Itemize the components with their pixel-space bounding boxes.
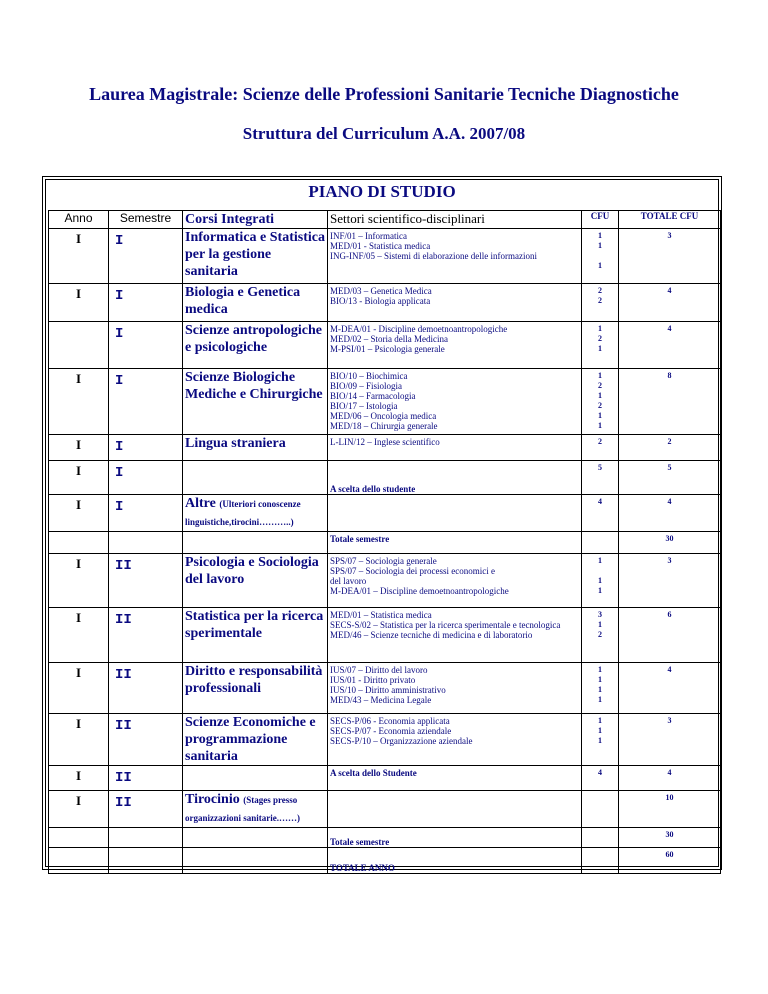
corso-note: (Stages presso organizzazioni sanitarie.……): [185, 795, 300, 823]
semestre-cell: II: [109, 663, 183, 714]
totale-cfu-cell: 30: [619, 532, 721, 554]
corso-name: Lingua straniera: [185, 436, 286, 451]
semestre-cell: I: [109, 435, 183, 461]
totale-cfu-cell: 3: [619, 714, 721, 766]
table-row: [49, 495, 721, 532]
document-title: Laurea Magistrale: Scienze delle Professioni Sanitarie Tecniche Diagnostiche: [89, 84, 679, 104]
corso-name: Altre: [185, 496, 216, 511]
anno-cell: [49, 532, 109, 554]
settori-text: Totale semestre: [330, 837, 390, 847]
totale-cfu-cell: 2: [619, 435, 721, 461]
settori-cell: [328, 828, 582, 848]
settori-cell: [328, 229, 582, 284]
corso-cell: [183, 714, 328, 766]
anno-cell: I: [49, 608, 109, 663]
totale-cfu-cell: 5: [619, 461, 721, 495]
cfu-cell: 1 2 1 2 1 1: [582, 369, 619, 435]
header-semestre: Semestre: [109, 211, 183, 229]
cfu-cell: 3 1 2: [582, 608, 619, 663]
corso-name: Statistica per la ricerca sperimentale: [185, 609, 324, 641]
header-cfu: CFU: [582, 211, 619, 229]
totale-cfu-cell: 30: [619, 828, 721, 848]
cfu-cell: [582, 848, 619, 874]
settori-cell: [328, 714, 582, 766]
cfu-cell: 2: [582, 435, 619, 461]
table-row: [49, 791, 721, 828]
corso-cell: [183, 532, 328, 554]
semestre-cell: I: [109, 461, 183, 495]
header-corsi: Corsi Integrati: [183, 211, 328, 229]
curriculum-table: [48, 210, 721, 874]
settori-cell: [328, 532, 582, 554]
corso-name: Scienze Biologiche Mediche e Chirurgiche: [185, 370, 323, 402]
cfu-cell: [582, 532, 619, 554]
settori-text: MED/03 – Genetica Medica BIO/13 - Biologia applicata: [330, 286, 432, 306]
anno-cell: I: [49, 369, 109, 435]
settori-text: SPS/07 – Sociologia generale SPS/07 – Sociologia dei processi economici e del lavoro M-DEA/01 – Discipline demoetnoantropologiche: [330, 556, 509, 596]
settori-text: INF/01 – Informatica MED/01 - Statistica medica ING-INF/05 – Sistemi di elaborazione delle informazioni: [330, 231, 537, 261]
semestre-cell: I: [109, 495, 183, 532]
cfu-cell: 1 1 1: [582, 229, 619, 284]
semestre-cell: [109, 848, 183, 874]
corso-cell: [183, 828, 328, 848]
settori-text: SECS-P/06 - Economia applicata SECS-P/07 - Economia aziendale SECS-P/10 – Organizzazione aziendale: [330, 716, 473, 746]
corso-cell: [183, 608, 328, 663]
header-row: [49, 211, 721, 229]
corso-cell: [183, 766, 328, 791]
table-row: [49, 663, 721, 714]
settori-text: A scelta dello studente: [330, 484, 416, 494]
anno-cell: I: [49, 714, 109, 766]
settori-cell: [328, 663, 582, 714]
settori-text: TOTALE ANNO: [330, 863, 395, 873]
corso-cell: [183, 322, 328, 369]
anno-cell: I: [49, 284, 109, 322]
table-row: [49, 714, 721, 766]
corso-cell: [183, 461, 328, 495]
corso-name: Informatica e Statistica per la gestione sanitaria: [185, 230, 325, 279]
settori-cell: [328, 554, 582, 608]
anno-cell: I: [49, 495, 109, 532]
table-row: [49, 229, 721, 284]
table-row: [49, 322, 721, 369]
cfu-cell: 5: [582, 461, 619, 495]
corso-cell: [183, 435, 328, 461]
table-row: [49, 435, 721, 461]
table-row: [49, 554, 721, 608]
anno-cell: I: [49, 791, 109, 828]
anno-cell: I: [49, 229, 109, 284]
anno-cell: [49, 828, 109, 848]
table-row: [49, 766, 721, 791]
totale-cfu-cell: 4: [619, 322, 721, 369]
header-totale-cfu: TOTALE CFU: [619, 211, 721, 229]
anno-cell: [49, 322, 109, 369]
corso-name: Biologia e Genetica medica: [185, 285, 301, 317]
settori-cell: [328, 322, 582, 369]
table-row: [49, 828, 721, 848]
table-row: [49, 461, 721, 495]
settori-text: MED/01 – Statistica medica SECS-S/02 – Statistica per la ricerca sperimentale e tecnologica MED/46 – Scienze tecniche di medicina e di laboratorio: [330, 610, 561, 640]
settori-cell: [328, 766, 582, 791]
cfu-cell: 1 1 1: [582, 714, 619, 766]
corso-name: Scienze Economiche e programmazione sanitaria: [185, 715, 316, 764]
anno-cell: I: [49, 766, 109, 791]
table-row: [49, 284, 721, 322]
cfu-cell: 4: [582, 766, 619, 791]
settori-text: L-LIN/12 – Inglese scientifico: [330, 437, 440, 447]
table-title: PIANO DI STUDIO: [308, 182, 456, 201]
table-row: [49, 608, 721, 663]
corso-cell: [183, 284, 328, 322]
settori-cell: [328, 461, 582, 495]
totale-cfu-cell: 4: [619, 495, 721, 532]
totale-cfu-cell: 4: [619, 663, 721, 714]
corso-cell: [183, 791, 328, 828]
settori-cell: [328, 369, 582, 435]
corso-name: Diritto e responsabilità professionali: [185, 664, 323, 696]
semestre-cell: II: [109, 608, 183, 663]
totale-cfu-cell: 6: [619, 608, 721, 663]
table-row: [49, 369, 721, 435]
semestre-cell: I: [109, 284, 183, 322]
anno-cell: I: [49, 461, 109, 495]
semestre-cell: I: [109, 229, 183, 284]
semestre-cell: II: [109, 554, 183, 608]
corso-name: Scienze antropologiche e psicologiche: [185, 323, 323, 355]
semestre-cell: I: [109, 369, 183, 435]
totale-cfu-cell: 8: [619, 369, 721, 435]
corso-cell: [183, 495, 328, 532]
corso-cell: [183, 554, 328, 608]
cfu-cell: 1 1 1: [582, 554, 619, 608]
corso-note: (Ulteriori conoscenze linguistiche,tirocini………..): [185, 499, 301, 527]
anno-cell: [49, 848, 109, 874]
settori-text: M-DEA/01 - Discipline demoetnoantropologiche MED/02 – Storia della Medicina M-PSI/01 – Psicologia generale: [330, 324, 508, 354]
semestre-cell: I: [109, 322, 183, 369]
corso-name: Tirocinio: [185, 792, 240, 807]
anno-cell: I: [49, 554, 109, 608]
cfu-cell: 1 2 1: [582, 322, 619, 369]
cfu-cell: [582, 791, 619, 828]
cfu-cell: 2 2: [582, 284, 619, 322]
cfu-cell: [582, 828, 619, 848]
settori-text: Totale semestre: [330, 534, 390, 544]
settori-cell: [328, 495, 582, 532]
header-settori: Settori scientifico-disciplinari: [328, 211, 582, 229]
semestre-cell: [109, 532, 183, 554]
totale-cfu-cell: 4: [619, 284, 721, 322]
totale-cfu-cell: 3: [619, 229, 721, 284]
totale-cfu-cell: 60: [619, 848, 721, 874]
corso-cell: [183, 229, 328, 284]
settori-cell: [328, 284, 582, 322]
settori-text: BIO/10 – Biochimica BIO/09 – Fisiologia BIO/14 – Farmacologia BIO/17 – Istologia MED/06 – Oncologia medica MED/18 – Chirurgia generale: [330, 371, 438, 431]
corso-cell: [183, 663, 328, 714]
semestre-cell: II: [109, 714, 183, 766]
settori-cell: [328, 435, 582, 461]
totale-cfu-cell: 3: [619, 554, 721, 608]
settori-cell: [328, 791, 582, 828]
anno-cell: I: [49, 663, 109, 714]
cfu-cell: 4: [582, 495, 619, 532]
header-anno: Anno: [49, 211, 109, 229]
settori-cell: [328, 608, 582, 663]
settori-text: A scelta dello Studente: [330, 768, 417, 778]
corso-cell: [183, 369, 328, 435]
semestre-cell: II: [109, 791, 183, 828]
cfu-cell: 1 1 1 1: [582, 663, 619, 714]
settori-cell: [328, 848, 582, 874]
table-row: [49, 848, 721, 874]
settori-text: IUS/07 – Diritto del lavoro IUS/01 - Diritto privato IUS/10 – Diritto amministrativo MED/43 – Medicina Legale: [330, 665, 446, 705]
semestre-cell: II: [109, 766, 183, 791]
totale-cfu-cell: 4: [619, 766, 721, 791]
semestre-cell: [109, 828, 183, 848]
document-subtitle: Struttura del Curriculum A.A. 2007/08: [242, 124, 526, 143]
corso-cell: [183, 848, 328, 874]
anno-cell: I: [49, 435, 109, 461]
totale-cfu-cell: 10: [619, 791, 721, 828]
corso-name: Psicologia e Sociologia del lavoro: [185, 555, 319, 587]
table-row: [49, 532, 721, 554]
